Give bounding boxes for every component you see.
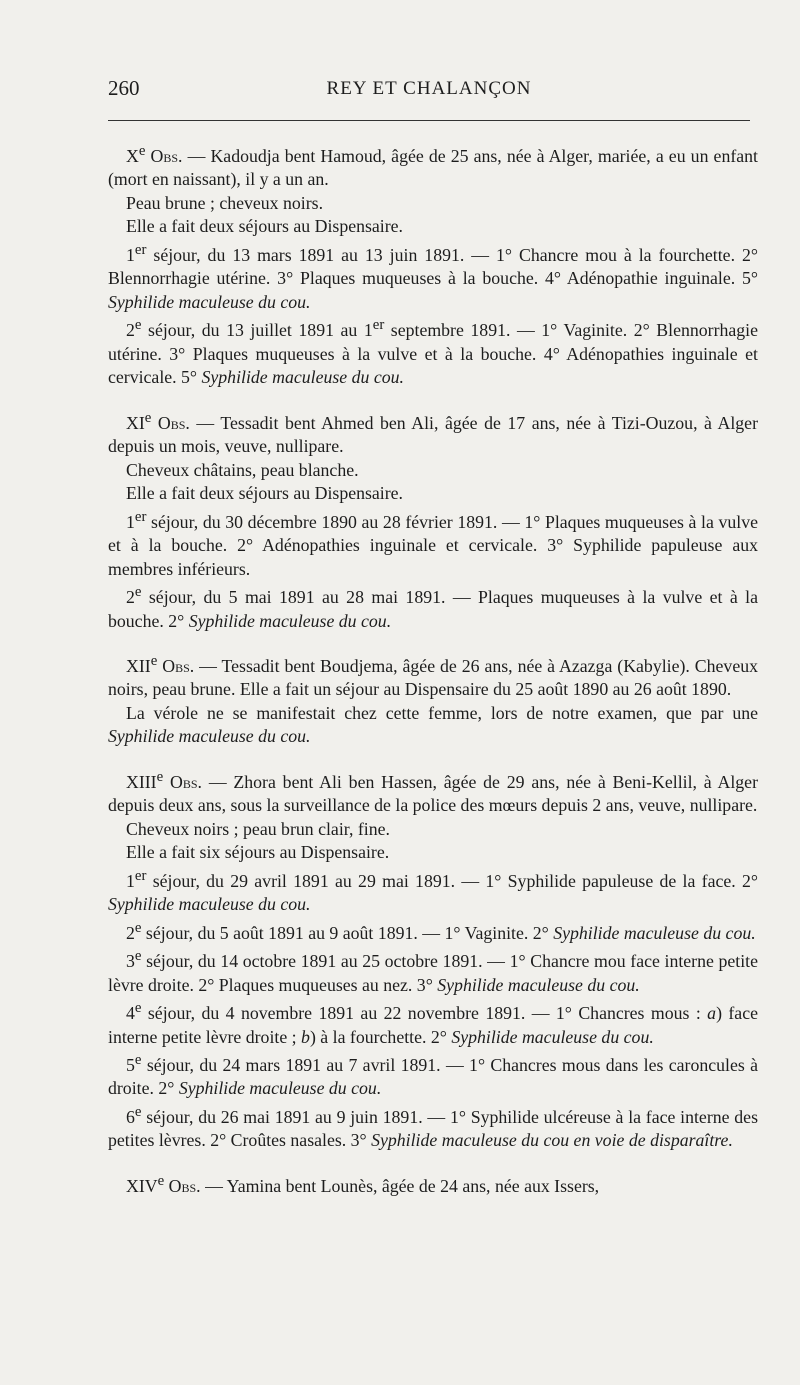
running-title: REY ET CHALANÇON bbox=[326, 78, 532, 99]
observation-10-peau: Peau brune ; cheveux noirs. bbox=[126, 192, 324, 213]
observation-11-sejours: Elle a fait deux séjours au Dispensaire. bbox=[126, 483, 403, 504]
observation-13-sejour-6: 6e séjour, du 26 mai 1891 au 9 juin 1891. — 1° Syphilide ulcéreuse à la face interne des petites lèvres. 2° Croûtes nasales. 3° Syphilide maculeuse du cou en voie de disparaître. bbox=[108, 1103, 758, 1151]
observation-13-sejour-2: 2e séjour, du 5 août 1891 au 9 août 1891. — 1° Vaginite. 2° Syphilide maculeuse du cou. bbox=[126, 919, 756, 943]
observation-13-sejours: Elle a fait six séjours au Dispensaire. bbox=[126, 842, 390, 863]
header-rule bbox=[108, 120, 750, 121]
page-number: 260 bbox=[108, 76, 140, 100]
observation-12-intro: XIIe Obs. — Tessadit bent Boudjema, âgée de 26 ans, née à Azazga (Kabylie). Cheveux noirs, peau brune. Elle a fait un séjour au Dispensaire du 25 août 1890 au 26 août 1890. bbox=[108, 653, 759, 700]
observation-11-sejour-1: 1er séjour, du 30 décembre 1890 au 28 février 1891. — 1° Plaques muqueuses à la vulve et à la bouche. 2° Adénopathies inguinale et cervicale. 3° Syphilide papuleuse aux membres inférieurs. bbox=[108, 508, 758, 579]
observation-13-sejour-1: 1er séjour, du 29 avril 1891 au 29 mai 1891. — 1° Syphilide papuleuse de la face. 2° Syphilide maculeuse du cou. bbox=[108, 867, 758, 915]
observation-13-intro: XIIIe Obs. — Zhora bent Ali ben Hassen, âgée de 29 ans, née à Beni-Kellil, à Alger depuis deux ans, sous la surveillance de la police des mœurs depuis 2 ans, veuve, nullipare. bbox=[108, 768, 758, 816]
observation-10-sejours: Elle a fait deux séjours au Dispensaire. bbox=[126, 216, 403, 237]
observation-11-sejour-2: 2e séjour, du 5 mai 1891 au 28 mai 1891. — Plaques muqueuses à la vulve et à la bouche. 2° Syphilide maculeuse du cou. bbox=[108, 584, 758, 631]
observation-12-verole: La vérole ne se manifestait chez cette femme, lors de notre examen, que par une Syphilide maculeuse du cou. bbox=[108, 702, 758, 747]
observation-13-sejour-3: 3e séjour, du 14 octobre 1891 au 25 octobre 1891. — 1° Chancre mou face interne petite lèvre droite. 2° Plaques muqueuses au nez. 3° Syphilide maculeuse du cou. bbox=[108, 948, 758, 995]
observation-13-sejour-5: 5e séjour, du 24 mars 1891 au 7 avril 1891. — 1° Chancres mous dans les caroncules à droite. 2° Syphilide maculeuse du cou. bbox=[108, 1052, 758, 1099]
body-text bbox=[108, 140, 758, 1198]
observation-11-intro: XIe Obs. — Tessadit bent Ahmed ben Ali, âgée de 17 ans, née à Tizi-Ouzou, à Alger depuis un mois, veuve, nullipare. bbox=[108, 409, 758, 457]
observation-13-cheveux: Cheveux noirs ; peau brun clair, fine. bbox=[126, 818, 390, 839]
observation-13-sejour-4: 4e séjour, du 4 novembre 1891 au 22 novembre 1891. — 1° Chancres mous : a) face interne petite lèvre droite ; b) à la fourchette. 2° Syphilide maculeuse du cou. bbox=[108, 1000, 758, 1047]
observation-10-sejour-2: 2e séjour, du 13 juillet 1891 au 1er septembre 1891. — 1° Vaginite. 2° Blennorrhagie utérine. 3° Plaques muqueuses à la vulve et à la bouche. 4° Adénopathies inguinale et cervicale. 5° Syphilide maculeuse du cou. bbox=[108, 317, 758, 388]
page-header bbox=[108, 76, 750, 104]
observation-11-cheveux: Cheveux châtains, peau blanche. bbox=[126, 459, 359, 480]
observation-10-sejour-1: 1er séjour, du 13 mars 1891 au 13 juin 1891. — 1° Chancre mou à la fourchette. 2° Blennorrhagie utérine. 3° Plaques muqueuses à la bouche. 4° Adénopathie inguinale. 5° Syphilide maculeuse du cou. bbox=[108, 241, 758, 312]
observation-10-intro: Xe Obs. — Kadoudja bent Hamoud, âgée de 25 ans, née à Alger, mariée, a eu un enfant (mort en naissant), il y a un an. bbox=[108, 143, 758, 190]
observation-14-intro: XIVe Obs. — Yamina bent Lounès, âgée de 24 ans, née aux Issers, bbox=[126, 1172, 600, 1196]
